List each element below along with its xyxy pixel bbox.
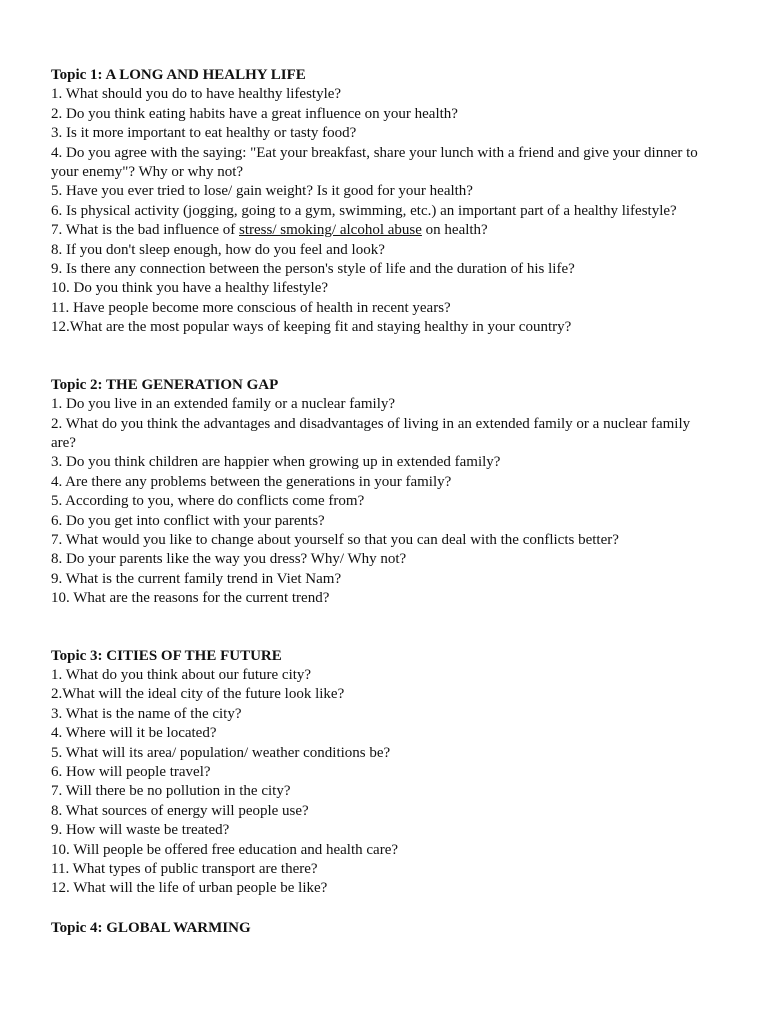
topic-title-text: CITIES OF THE FUTURE [106,647,282,664]
question-item: 5. Have you ever tried to lose/ gain weight? Is it good for your health? [51,183,473,200]
question-item: 1. What do you think about our future city? [51,666,312,683]
question-item [51,221,711,240]
topic-heading [51,919,711,938]
question-item: 3. Is it more important to eat healthy or tasty food? [51,125,357,142]
question-item: 6. How will people travel? [51,764,211,780]
document-body [51,66,711,938]
question-item: 12. What will the life of urban people be like? [51,880,328,897]
topic-label: Topic 4: [51,919,103,936]
topic-label: Topic 2: [51,376,103,393]
topic-heading [51,66,711,85]
question-item: 3. Do you think children are happier when growing up in extended family? [51,454,501,471]
question-item: 2. Do you think eating habits have a great influence on your health? [51,105,458,122]
question-item: 9. How will waste be treated? [51,822,230,839]
topic-label: Topic 3: [51,647,103,664]
question-item: 9. What is the current family trend in Viet Nam? [51,570,342,587]
section-spacer [51,338,711,376]
topic-heading [51,647,711,666]
topic-section [51,647,711,899]
question-item: 6. Is physical activity (jogging, going to a gym, swimming, etc.) an important part of a healthy lifestyle? [51,202,677,219]
topic-heading [51,376,711,395]
underlined-phrase: stress/ smoking/ alcohol abuse [239,222,422,239]
question-item: 8. Do your parents like the way you dress? Why/ Why not? [51,551,407,568]
question-item: 11. What types of public transport are there? [51,861,318,878]
question-item: 1. Do you live in an extended family or a nuclear family? [51,396,396,413]
question-item: 6. Do you get into conflict with your parents? [51,512,325,529]
question-item: 2. What do you think the advantages and disadvantages of living in an extended family or a nuclear family are? [51,415,691,451]
topic-section [51,919,711,938]
question-item: 4. Where will it be located? [51,725,217,742]
question-item: 3. What is the name of the city? [51,705,242,722]
topic-section [51,66,711,338]
section-spacer [51,899,711,919]
question-item: 7. Will there be no pollution in the city? [51,783,291,800]
question-item: 4. Are there any problems between the generations in your family? [51,473,452,490]
topic-section [51,376,711,609]
question-item: 10. Do you think you have a healthy lifestyle? [51,280,329,297]
question-item: 5. What will its area/ population/ weather conditions be? [51,744,391,761]
question-text: 7. What is the bad influence of [51,222,239,239]
question-item: 8. What sources of energy will people use? [51,802,309,819]
question-item: 5. According to you, where do conflicts come from? [51,493,365,510]
section-spacer [51,609,711,647]
question-item: 4. Do you agree with the saying: "Eat your breakfast, share your lunch with a friend and give your dinner to your enemy"? Why or why not? [51,144,698,181]
question-item: 12.What are the most popular ways of keeping fit and staying healthy in your country? [51,319,572,336]
question-text: on health? [421,222,488,239]
question-item: 9. Is there any connection between the person's style of life and the duration of his life? [51,261,575,278]
topic-title-text: A LONG AND HEALHY LIFE [105,67,306,83]
question-item: 7. What would you like to change about yourself so that you can deal with the conflicts better? [51,531,619,548]
question-item: 10. Will people be offered free education and health care? [51,841,399,858]
question-item: 11. Have people become more conscious of health in recent years? [51,299,451,316]
question-item: 1. What should you do to have healthy lifestyle? [51,86,342,103]
question-item: 10. What are the reasons for the current trend? [51,590,330,607]
question-item: 8. If you don't sleep enough, how do you feel and look? [51,241,385,258]
topic-title-text: GLOBAL WARMING [106,919,251,936]
question-item: 2.What will the ideal city of the future look like? [51,686,345,703]
topic-title-text: THE GENERATION GAP [106,376,279,393]
topic-label: Topic 1: [51,67,103,83]
